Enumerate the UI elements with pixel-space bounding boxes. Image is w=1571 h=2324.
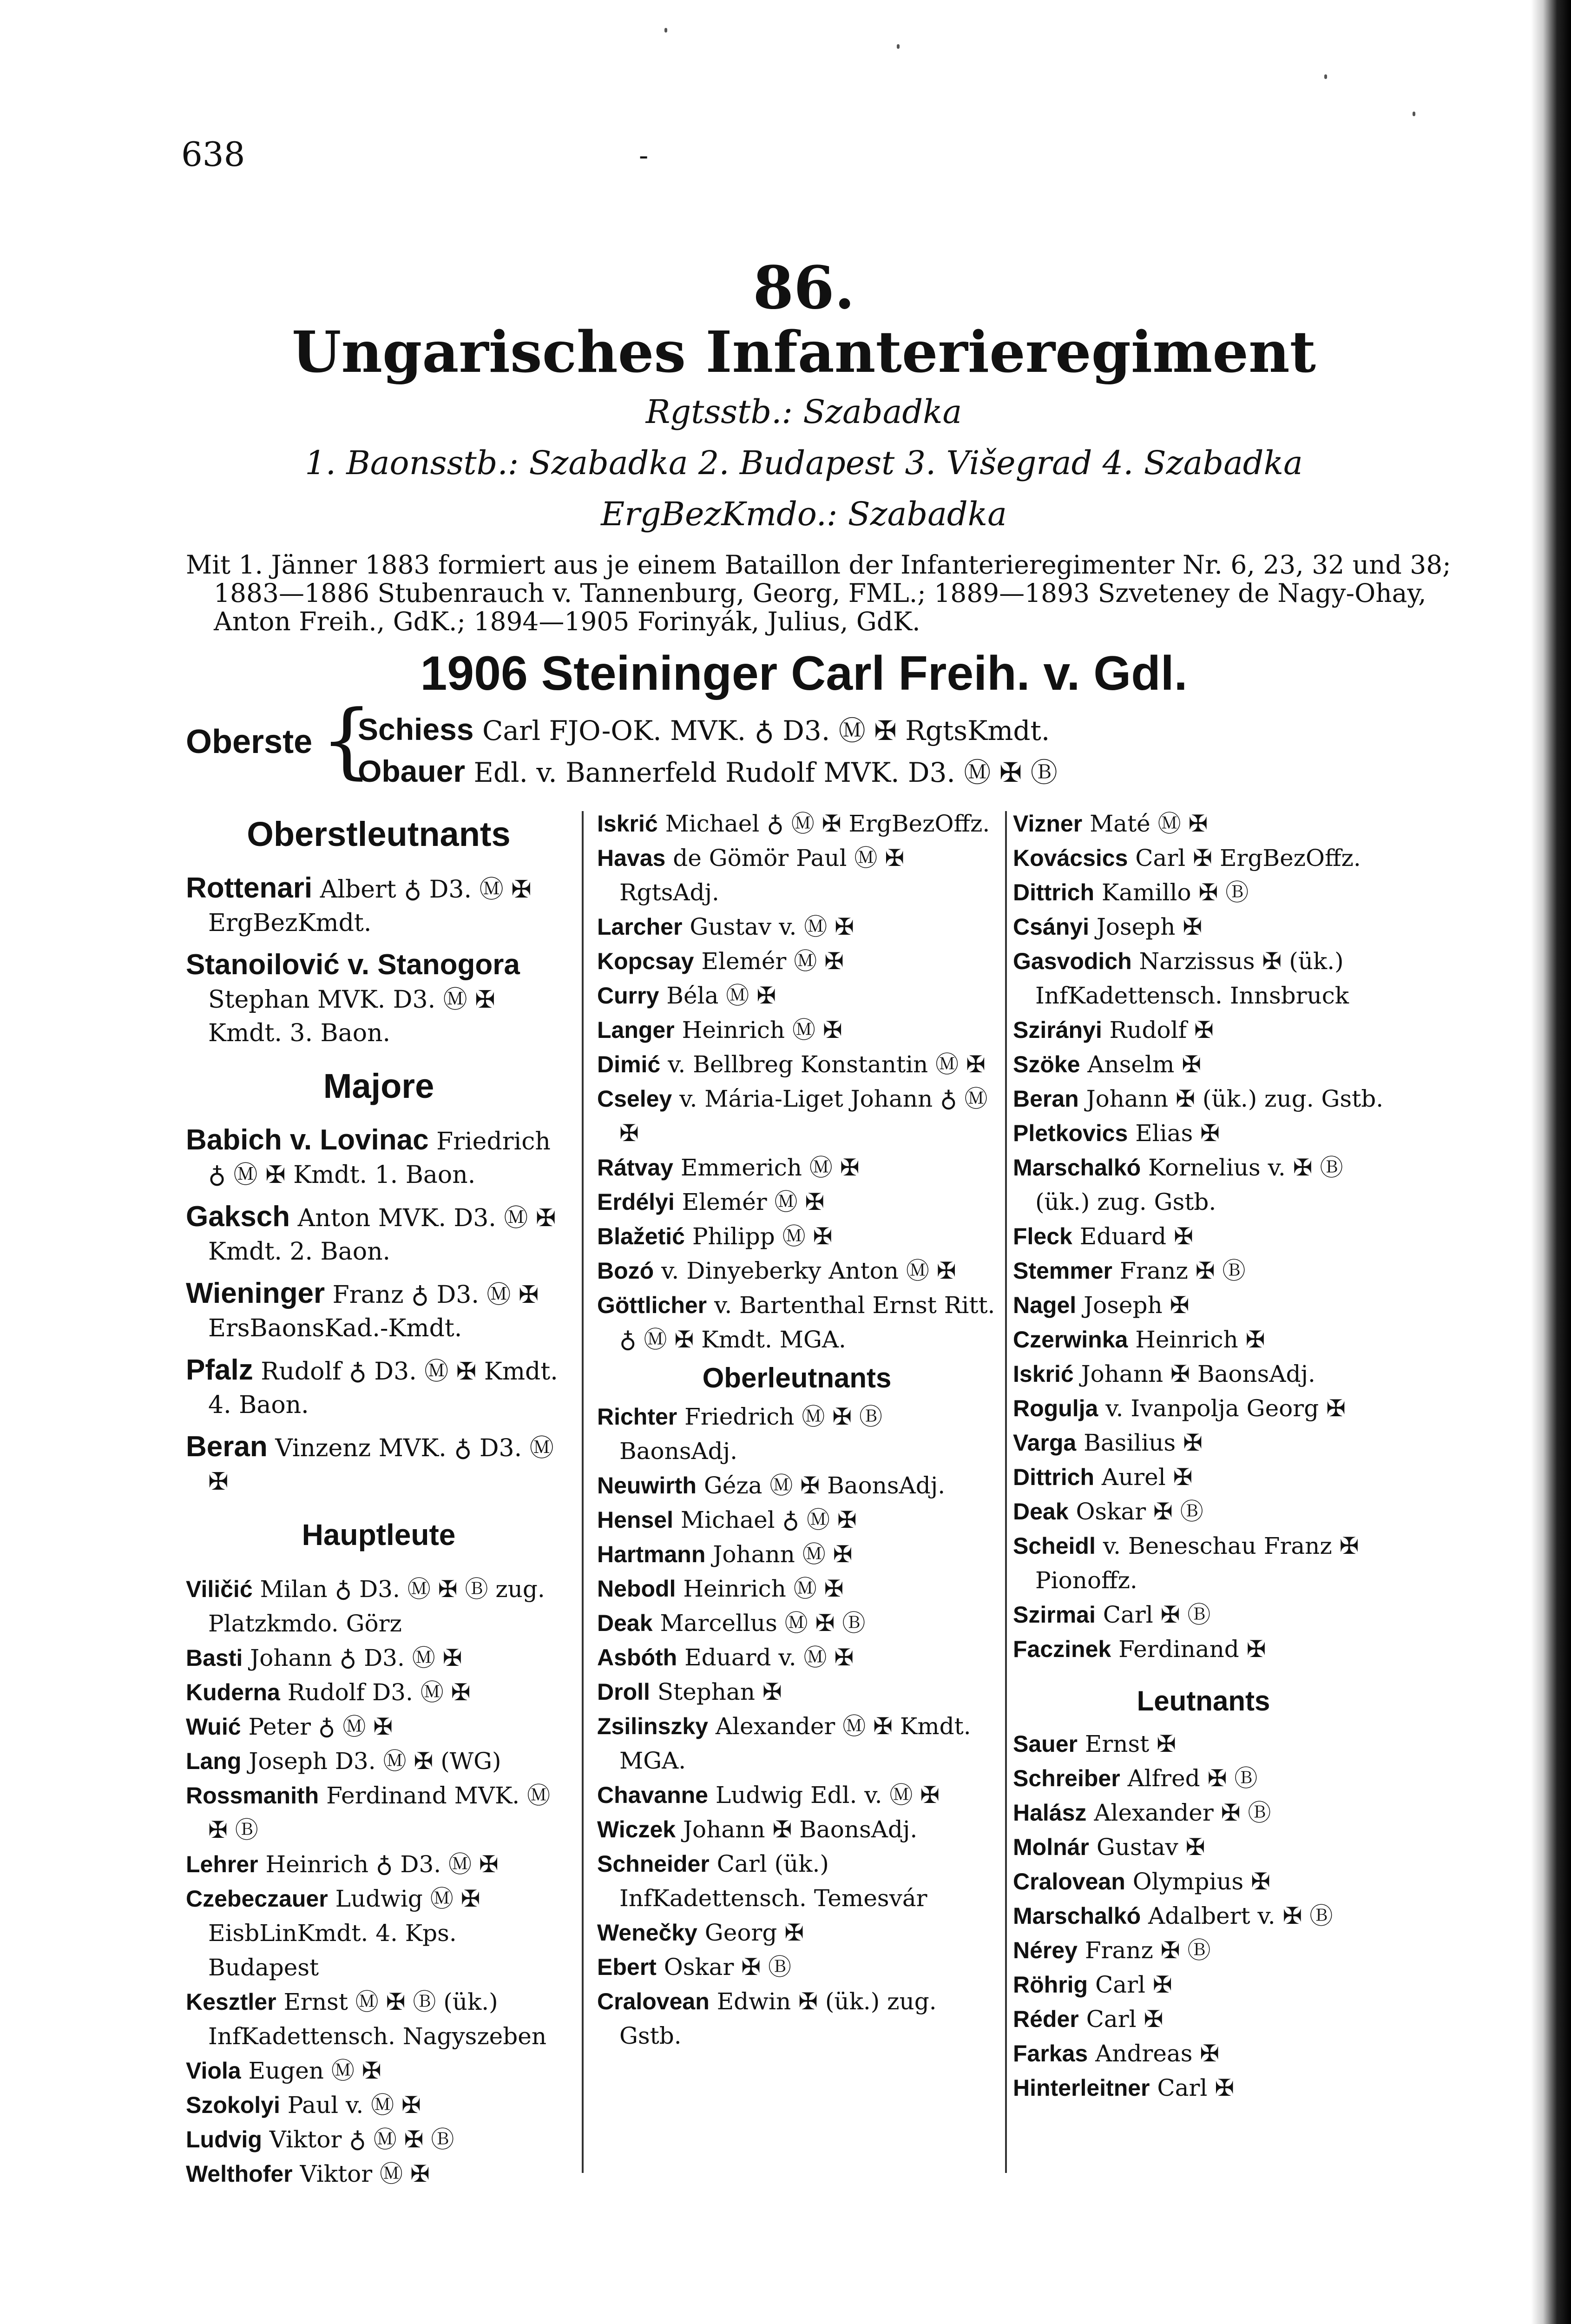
entry-detail: Johann Ⓜ ✠ <box>713 1541 853 1568</box>
list-item <box>597 978 997 1013</box>
section-title-majore: Majore <box>323 1067 434 1105</box>
entry-detail: Heinrich ✠ <box>1135 1326 1265 1353</box>
entry-detail: Michael ♁ Ⓜ ✠ ErgBezOffz. <box>665 810 990 837</box>
entry-name: Kopcsay <box>597 948 694 974</box>
list-item <box>186 1641 572 1675</box>
entry-name: Langer <box>597 1017 675 1043</box>
entry-name: Iskrić <box>597 811 658 837</box>
entry-name: Hartmann <box>597 1541 706 1567</box>
entry-name: Lang <box>186 1748 242 1774</box>
entry-detail: Carl ✠ <box>1157 2074 1235 2101</box>
entry-detail: Emmerich Ⓜ ✠ <box>680 1154 860 1181</box>
entry-name: Bozó <box>597 1258 654 1284</box>
list-item <box>1013 2036 1394 2071</box>
entry-name: Curry <box>597 983 659 1009</box>
list-item <box>186 2157 572 2191</box>
column-divider <box>1005 811 1007 2173</box>
list-item <box>186 872 572 940</box>
entry-name: Schreiber <box>1013 1765 1120 1791</box>
entry-detail: v. Ivanpolja Georg ✠ <box>1105 1395 1346 1422</box>
list-item <box>1013 1322 1394 1357</box>
entry-name: Havas <box>597 845 666 871</box>
section-title-leutnants: Leutnants <box>1137 1685 1270 1717</box>
list-item <box>1013 1796 1394 1830</box>
list-item <box>1013 1761 1394 1796</box>
entry-name: Kesztler <box>186 1989 276 2015</box>
entry-name: Asbóth <box>597 1644 677 1670</box>
list-item <box>597 1185 997 1219</box>
entry-detail: Olympius ✠ <box>1132 1868 1270 1895</box>
list-item <box>597 1537 997 1571</box>
entry-detail: Joseph D3. Ⓜ ✠ (WG) <box>249 1748 501 1775</box>
entry-name: Gaksch <box>186 1201 290 1233</box>
entry-name: Rogulja <box>1013 1395 1098 1421</box>
list-item <box>186 948 572 1050</box>
list-item <box>1013 1529 1394 1598</box>
entry-name: Zsilinszky <box>597 1713 708 1739</box>
list-item <box>186 1430 572 1499</box>
entry-name: Nebodl <box>597 1576 676 1602</box>
entry-detail: Alexander ✠ Ⓑ <box>1094 1799 1271 1826</box>
entry-detail: Anselm ✠ <box>1087 1051 1202 1078</box>
list-item <box>186 1277 572 1345</box>
entry-name: Viličić <box>186 1576 253 1602</box>
regiment-title: Ungarisches Infanterieregiment <box>291 318 1316 385</box>
entry-detail: Anton MVK. D3. Ⓜ ✠ Kmdt. 2. Baon. <box>208 1204 556 1266</box>
entry-detail: Friedrich ♁ Ⓜ ✠ Kmdt. 1. Baon. <box>208 1128 551 1189</box>
entry-detail: Eduard ✠ <box>1079 1223 1193 1250</box>
entry-name: Lehrer <box>186 1851 258 1877</box>
entry-detail: Béla Ⓜ ✠ <box>666 982 776 1009</box>
entry-detail: Rudolf ✠ <box>1109 1017 1214 1043</box>
list-item <box>1013 875 1394 910</box>
list-item <box>597 910 997 944</box>
entry-name: Göttlicher <box>597 1292 707 1318</box>
oberst-entry <box>358 709 1050 748</box>
entry-name: Beran <box>186 1431 268 1463</box>
entry-name: Blažetić <box>597 1223 685 1249</box>
entry-name: Fleck <box>1013 1223 1072 1249</box>
list-item <box>1013 1967 1394 2002</box>
list-item <box>186 1985 572 2053</box>
list-item <box>1013 1899 1394 1933</box>
list-item <box>597 1915 997 1950</box>
entry-name: Beran <box>1013 1086 1079 1112</box>
list-item <box>597 1288 997 1357</box>
entry-name: Basti <box>186 1645 243 1671</box>
entry-detail: Kamillo ✠ Ⓑ <box>1101 879 1249 906</box>
list-item <box>597 1950 997 1984</box>
entry-detail: Viktor ♁ Ⓜ ✠ Ⓑ <box>269 2126 454 2153</box>
list-item <box>186 1200 572 1268</box>
entry-name: Ludvig <box>186 2126 262 2152</box>
list-oberstleutnants <box>186 872 572 1050</box>
entry-name: Wuić <box>186 1714 241 1740</box>
history-line: Anton Freih., GdK.; 1894—1905 Forinyák, Julius, GdK. <box>214 607 920 636</box>
entry-detail: Joseph ✠ <box>1084 1292 1190 1319</box>
list-item <box>1013 944 1394 1013</box>
entry-detail: Edwin ✠ (ük.) zug. Gstb. <box>619 1988 937 2049</box>
entry-detail: Johann ✠ (ük.) zug. Gstb. <box>1086 1085 1384 1112</box>
list-item <box>597 1082 997 1150</box>
entry-name: Szirmai <box>1013 1602 1096 1628</box>
scan-speck <box>897 44 900 49</box>
entry-detail: Adalbert v. ✠ Ⓑ <box>1148 1902 1333 1929</box>
entry-detail: Narzissus ✠ (ük.) InfKadettensch. Innsbruck <box>1035 948 1349 1009</box>
entry-detail: Andreas ✠ <box>1095 2040 1220 2067</box>
brace-symbol: { <box>321 693 373 788</box>
history-line: 1883—1886 Stubenrauch v. Tannenburg, Georg, FML.; 1889—1893 Szveteney de Nagy-Ohay, <box>214 578 1426 608</box>
entry-name: Rátvay <box>597 1155 673 1181</box>
entry-name: Réder <box>1013 2006 1079 2032</box>
entry-detail: Milan ♁ D3. Ⓜ ✠ Ⓑ zug. Platzkmdo. Görz <box>208 1576 545 1637</box>
list-item <box>597 1606 997 1640</box>
list-item <box>597 806 997 841</box>
entry-name: Schneider <box>597 1851 710 1877</box>
supplementary-district: ErgBezKmdo.: Szabadka <box>601 495 1007 533</box>
entry-detail: Edl. v. Bannerfeld Rudolf MVK. D3. Ⓜ ✠ Ⓑ <box>473 757 1058 788</box>
entry-detail: Gustav v. Ⓜ ✠ <box>690 913 855 940</box>
entry-name: Varga <box>1013 1430 1077 1456</box>
list-item <box>597 1847 997 1915</box>
entry-name: Dittrich <box>1013 1464 1094 1490</box>
entry-detail: Carl FJO-OK. MVK. ♁ D3. Ⓜ ✠ RgtsKmdt. <box>482 715 1050 746</box>
entry-detail: Johann ✠ BaonsAdj. <box>1081 1360 1315 1387</box>
section-title-oberstleutnants: Oberstleutnants <box>247 815 511 853</box>
entry-detail: Carl (ük.) InfKadettensch. Temesvár <box>619 1850 927 1912</box>
entry-detail: Franz ♁ D3. Ⓜ ✠ ErsBaonsKad.-Kmdt. <box>208 1281 539 1342</box>
entry-detail: Peter ♁ Ⓜ ✠ <box>248 1713 393 1740</box>
entry-detail: Eduard v. Ⓜ ✠ <box>684 1644 854 1671</box>
entry-name: Marschalkó <box>1013 1903 1141 1929</box>
entry-name: Czebeczauer <box>186 1886 328 1912</box>
entry-detail: Viktor Ⓜ ✠ <box>300 2160 430 2187</box>
entry-detail: Heinrich ♁ D3. Ⓜ ✠ <box>265 1851 499 1878</box>
entry-detail: Alexander Ⓜ ✠ Kmdt. MGA. <box>619 1713 971 1774</box>
list-item <box>597 1219 997 1254</box>
list-hauptleute-cont <box>597 806 997 1357</box>
page-number: 638 <box>181 135 245 174</box>
entry-name: Richter <box>597 1404 677 1430</box>
list-item <box>1013 806 1394 841</box>
list-oberleutnants-cont <box>1013 806 1394 1666</box>
list-item <box>1013 1426 1394 1460</box>
entry-name: Rossmanith <box>186 1783 319 1809</box>
list-item <box>186 1882 572 1985</box>
entry-name: Vizner <box>1013 811 1083 837</box>
entry-name: Molnár <box>1013 1834 1089 1860</box>
entry-detail: Oskar ✠ Ⓑ <box>1076 1498 1203 1525</box>
list-item <box>186 1778 572 1847</box>
entry-name: Neuwirth <box>597 1472 697 1499</box>
entry-name: Chavanne <box>597 1782 708 1808</box>
entry-detail: Elias ✠ <box>1135 1120 1220 1147</box>
header-dash: - <box>639 139 649 172</box>
entry-detail: Rudolf D3. Ⓜ ✠ <box>287 1679 471 1706</box>
entry-detail: Michael ♁ Ⓜ ✠ <box>680 1506 857 1533</box>
entry-name: Dittrich <box>1013 879 1094 905</box>
history-paragraph <box>186 550 1451 636</box>
entry-detail: Aurel ✠ <box>1101 1464 1193 1491</box>
list-item <box>1013 1047 1394 1082</box>
list-oberleutnants <box>597 1400 997 2053</box>
list-item <box>1013 1494 1394 1529</box>
column-3 <box>1013 806 1394 2105</box>
entry-name: Sauer <box>1013 1731 1078 1757</box>
entry-detail: Carl ✠ <box>1095 1971 1172 1998</box>
page-edge-shadow <box>1531 0 1571 2324</box>
list-item <box>597 1778 997 1812</box>
entry-detail: Carl ✠ Ⓑ <box>1103 1601 1211 1628</box>
list-item <box>1013 1219 1394 1254</box>
entry-detail: Carl ✠ ErgBezOffz. <box>1135 845 1361 872</box>
list-item <box>597 1812 997 1847</box>
entry-name: Marschalkó <box>1013 1155 1141 1181</box>
list-item <box>597 1571 997 1606</box>
entry-name: Pfalz <box>186 1354 253 1386</box>
entry-name: Halász <box>1013 1800 1087 1826</box>
entry-name: Cralovean <box>1013 1868 1125 1895</box>
entry-name: Szöke <box>1013 1051 1080 1077</box>
entry-name: Babich v. Lovinac <box>186 1124 429 1156</box>
list-item <box>1013 1013 1394 1047</box>
list-item <box>1013 1288 1394 1322</box>
entry-detail: Carl ✠ <box>1086 2006 1163 2033</box>
list-item <box>1013 1391 1394 1426</box>
list-majore <box>186 1123 572 1499</box>
section-title-hauptleute: Hauptleute <box>302 1518 456 1552</box>
column-2 <box>597 806 997 2053</box>
entry-detail: Friedrich Ⓜ ✠ Ⓑ BaonsAdj. <box>619 1403 883 1465</box>
entry-detail: v. Bellbreg Konstantin Ⓜ ✠ <box>668 1051 986 1078</box>
entry-name: Dimić <box>597 1051 661 1077</box>
list-item <box>186 1123 572 1192</box>
entry-name: Gasvodich <box>1013 948 1132 974</box>
list-item <box>1013 1598 1394 1632</box>
battalion-staff: 1. Baonsstb.: Szabadka 2. Budapest 3. Višegrad 4. Szabadka <box>305 444 1303 482</box>
list-item <box>1013 1864 1394 1899</box>
list-item <box>597 1709 997 1778</box>
entry-name: Nérey <box>1013 1937 1078 1963</box>
entry-detail: Vinzenz MVK. ♁ D3. Ⓜ ✠ <box>208 1434 554 1496</box>
entry-detail: Elemér Ⓜ ✠ <box>701 948 844 975</box>
entry-name: Droll <box>597 1679 650 1705</box>
list-item <box>1013 1632 1394 1666</box>
entry-name: Pletkovics <box>1013 1120 1128 1146</box>
list-item <box>597 1013 997 1047</box>
entry-detail: v. Dinyeberky Anton Ⓜ ✠ <box>661 1257 956 1284</box>
list-item <box>597 1984 997 2053</box>
list-item <box>597 1254 997 1288</box>
entry-name: Hinterleitner <box>1013 2075 1150 2101</box>
list-item <box>1013 1150 1394 1219</box>
list-item <box>186 1353 572 1422</box>
list-item <box>597 944 997 978</box>
entry-name: Csányi <box>1013 914 1089 940</box>
entry-name: Hensel <box>597 1507 673 1533</box>
entry-name: Erdélyi <box>597 1189 675 1215</box>
entry-detail: Maté Ⓜ ✠ <box>1090 810 1208 837</box>
entry-detail: Géza Ⓜ ✠ BaonsAdj. <box>703 1472 946 1499</box>
entry-name: Deak <box>597 1610 653 1636</box>
entry-detail: Stephan ✠ <box>657 1678 782 1705</box>
entry-name: Deak <box>1013 1499 1069 1525</box>
column-1 <box>186 806 572 2191</box>
entry-detail: v. Bartenthal Ernst Ritt. ♁ Ⓜ ✠ Kmdt. MGA. <box>619 1292 995 1353</box>
list-item <box>597 1150 997 1185</box>
list-item <box>1013 2071 1394 2105</box>
entry-detail: Marcellus Ⓜ ✠ Ⓑ <box>660 1610 866 1637</box>
list-item <box>1013 1082 1394 1116</box>
entry-name: Schiess <box>358 712 474 746</box>
entry-name: Scheidl <box>1013 1533 1096 1559</box>
list-item <box>186 1710 572 1744</box>
entry-name: Viola <box>186 2058 241 2084</box>
entry-name: Stemmer <box>1013 1258 1112 1284</box>
entry-name: Röhrig <box>1013 1972 1088 1998</box>
entry-detail: Joseph ✠ <box>1096 913 1203 940</box>
entry-detail: Eugen Ⓜ ✠ <box>248 2057 381 2084</box>
entry-name: Cseley <box>597 1086 672 1112</box>
entry-detail: Heinrich Ⓜ ✠ <box>683 1575 844 1602</box>
entry-name: Iskrić <box>1013 1361 1074 1387</box>
list-item <box>186 2122 572 2157</box>
scan-speck <box>664 28 667 33</box>
entry-detail: Albert ♁ D3. Ⓜ ✠ ErgBezKmdt. <box>208 876 532 937</box>
entry-detail: Elemér Ⓜ ✠ <box>682 1188 825 1215</box>
entry-name: Czerwinka <box>1013 1327 1128 1353</box>
entry-detail: Johann ✠ BaonsAdj. <box>683 1816 918 1843</box>
entry-detail: Kornelius v. ✠ Ⓑ (ük.) zug. Gstb. <box>1035 1154 1343 1215</box>
entry-name: Kovácsics <box>1013 845 1128 871</box>
entry-detail: Ferdinand MVK. Ⓜ ✠ Ⓑ <box>208 1782 551 1843</box>
list-item <box>186 1744 572 1778</box>
list-item <box>1013 841 1394 875</box>
list-item <box>1013 910 1394 944</box>
section-title-oberleutnants: Oberleutnants <box>702 1362 892 1393</box>
entry-detail: Georg ✠ <box>704 1919 804 1946</box>
entry-name: Faczinek <box>1013 1636 1111 1662</box>
entry-detail: Franz ✠ Ⓑ <box>1085 1937 1211 1964</box>
column-divider <box>582 811 584 2173</box>
entry-detail: Ludwig Edl. v. Ⓜ ✠ <box>715 1782 940 1809</box>
list-item <box>597 1400 997 1468</box>
entry-name: Nagel <box>1013 1292 1077 1318</box>
entry-detail: Gustav ✠ <box>1096 1834 1205 1861</box>
entry-name: Szirányi <box>1013 1017 1102 1043</box>
entry-name: Rottenari <box>186 872 313 904</box>
entry-detail: Oskar ✠ Ⓑ <box>664 1954 792 1981</box>
entry-detail: Stephan MVK. D3. Ⓜ ✠ Kmdt. 3. Baon. <box>208 986 495 1047</box>
entry-detail: Philipp Ⓜ ✠ <box>692 1223 833 1250</box>
list-item <box>597 1640 997 1675</box>
entry-name: Szokolyi <box>186 2092 280 2118</box>
entry-detail: v. Mária-Liget Johann ♁ Ⓜ ✠ <box>619 1085 988 1147</box>
entry-detail: Ernst ✠ <box>1085 1730 1177 1757</box>
list-item <box>186 1847 572 1882</box>
entry-name: Stanoilović v. Stanogora <box>186 949 520 981</box>
list-hauptleute <box>186 1572 572 2191</box>
scan-speck <box>1413 112 1415 116</box>
list-item <box>1013 2002 1394 2036</box>
entry-name: Farkas <box>1013 2040 1088 2067</box>
entry-name: Ebert <box>597 1954 657 1980</box>
oberst-entry <box>358 751 1058 790</box>
list-item <box>1013 1116 1394 1150</box>
list-item <box>597 1503 997 1537</box>
entry-detail: Alfred ✠ Ⓑ <box>1127 1765 1258 1792</box>
list-item <box>1013 1460 1394 1494</box>
entry-detail: Ernst Ⓜ ✠ Ⓑ (ük.) InfKadettensch. Nagyszeben <box>208 1988 547 2050</box>
list-item <box>1013 1727 1394 1761</box>
entry-detail: Paul v. Ⓜ ✠ <box>287 2092 421 2119</box>
list-leutnants <box>1013 1727 1394 2105</box>
list-item <box>186 1675 572 1710</box>
scan-speck <box>1324 74 1327 79</box>
list-item <box>597 841 997 910</box>
entry-name: Wieninger <box>186 1277 325 1309</box>
list-item <box>186 2053 572 2088</box>
regiment-number: 86. <box>753 253 855 322</box>
entry-detail: v. Beneschau Franz ✠ Pionoffz. <box>1035 1532 1359 1594</box>
entry-detail: Ferdinand ✠ <box>1118 1636 1266 1663</box>
list-item <box>597 1468 997 1503</box>
list-item <box>597 1047 997 1082</box>
entry-name: Cralovean <box>597 1988 710 2014</box>
entry-name: Kuderna <box>186 1679 280 1705</box>
entry-name: Wenečky <box>597 1920 697 1946</box>
list-item <box>1013 1357 1394 1391</box>
list-item <box>597 1675 997 1709</box>
entry-detail: Rudolf ♁ D3. Ⓜ ✠ Kmdt. 4. Baon. <box>208 1358 558 1419</box>
list-item <box>1013 1254 1394 1288</box>
entry-name: Larcher <box>597 914 683 940</box>
entry-detail: Johann ♁ D3. Ⓜ ✠ <box>250 1644 462 1671</box>
list-item <box>1013 1830 1394 1864</box>
list-item <box>186 2088 572 2122</box>
regiment-owner: 1906 Steininger Carl Freih. v. Gdl. <box>420 647 1188 700</box>
entry-detail: Basilius ✠ <box>1084 1429 1203 1456</box>
oberste-label: Oberste <box>186 723 313 760</box>
history-line: Mit 1. Jänner 1883 formiert aus je einem Bataillon der Infanterieregimenter Nr. 6, 23, 32 und 38; <box>186 550 1451 580</box>
regiment-staff: Rgtsstb.: Szabadka <box>645 393 962 431</box>
entry-detail: Ludwig Ⓜ ✠ EisbLinKmdt. 4. Kps. Budapest <box>208 1885 480 1981</box>
entry-detail: Franz ✠ Ⓑ <box>1119 1257 1246 1284</box>
entry-name: Welthofer <box>186 2161 293 2187</box>
list-item <box>186 1572 572 1641</box>
entry-name: Obauer <box>358 754 466 788</box>
entry-detail: Heinrich Ⓜ ✠ <box>682 1017 842 1043</box>
entry-name: Wiczek <box>597 1816 676 1842</box>
list-item <box>1013 1933 1394 1967</box>
entry-detail: de Gömör Paul Ⓜ ✠ RgtsAdj. <box>619 845 905 906</box>
